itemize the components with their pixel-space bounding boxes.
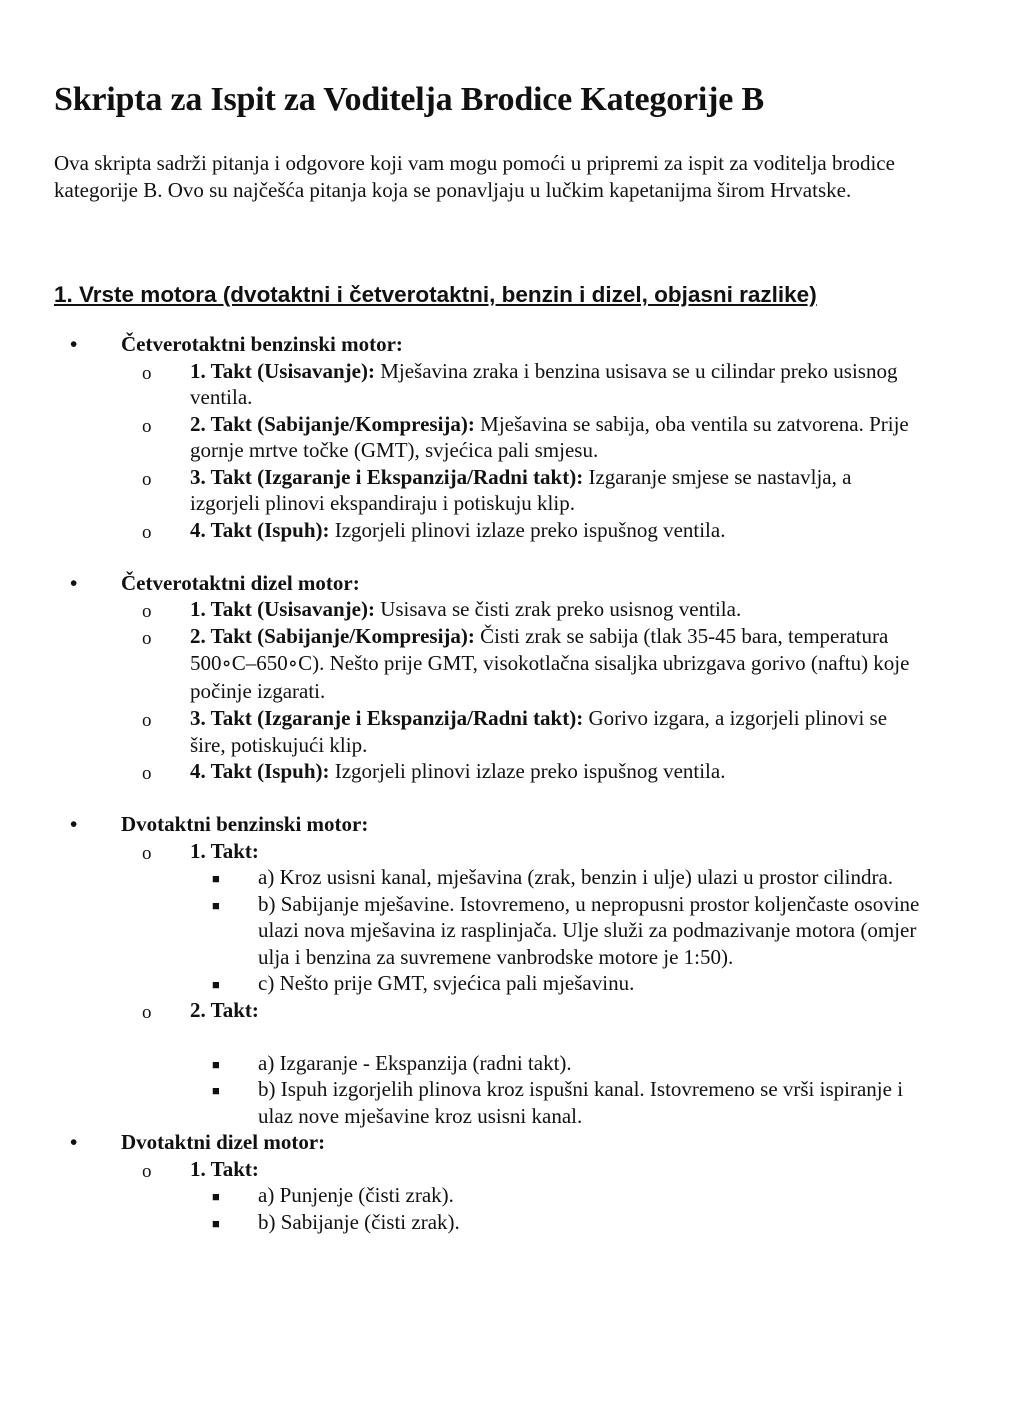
stroke-item: [54, 758, 925, 785]
motor-title-text: Četverotaktni benzinski motor:: [121, 332, 403, 356]
circle-bullet-icon: o: [142, 468, 152, 490]
circle-bullet-icon: o: [142, 601, 152, 622]
sub-item-text: a) Izgaranje - Ekspanzija (radni takt).: [258, 1050, 572, 1075]
sub-item-text: a) Kroz usisni kanal, mješavina (zrak, benzin i ulje) ulazi u prostor cilindra.: [258, 865, 894, 889]
sub-item-text: a) Punjenje (čisti zrak).: [258, 1183, 454, 1207]
stroke-label: 1. Takt:: [190, 1156, 259, 1181]
stroke-text: Izgorjeli plinovi izlaze preko ispušnog ventila.: [329, 759, 726, 783]
square-bullet-icon: ■: [212, 897, 220, 913]
motor-section: [54, 331, 954, 543]
bullet-icon: •: [70, 332, 78, 356]
sub-item: [54, 1050, 923, 1077]
stroke-text: Čisti zrak se sabija (tlak 35-45 bara, temperatura 500∘C–650∘C). Nešto prije GMT, visokotlačna sisaljka ubrizgava gorivo (naftu) koje počinje izgarati.: [190, 623, 910, 703]
stroke-text: Gorivo izgara, a izgorjeli plinovi se šire, potiskujući klip.: [190, 706, 888, 757]
motor-title-text: Dvotaktni benzinski motor:: [121, 812, 369, 836]
sub-item: [54, 970, 923, 997]
motor-title: [54, 1129, 954, 1156]
square-bullet-icon: ■: [212, 1083, 220, 1098]
sub-item: [54, 891, 923, 971]
sub-item-text: b) Sabijanje (čisti zrak).: [258, 1209, 460, 1234]
bullet-icon: •: [70, 812, 78, 836]
sub-item: [54, 1182, 923, 1209]
motor-section: [54, 570, 954, 785]
stroke-label: 1. Takt (Usisavanje):: [190, 358, 375, 383]
stroke-item: [54, 997, 925, 1024]
sub-item: [54, 1076, 923, 1129]
spacer: [54, 543, 954, 570]
motor-title: [54, 811, 954, 838]
stroke-label: 4. Takt (Ispuh):: [190, 759, 330, 783]
motor-section: [54, 1129, 954, 1235]
circle-bullet-icon: o: [142, 362, 152, 384]
square-bullet-icon: ■: [212, 1215, 220, 1231]
stroke-label: 1. Takt (Usisavanje):: [190, 597, 375, 621]
motor-list: [54, 331, 954, 1235]
stroke-item: [54, 705, 925, 758]
sub-item-text: b) Sabijanje mješavine. Istovremeno, u nepropusni prostor koljenčaste osovine ulazi nova mješavina iz rasplinjača. Ulje služi za podmazivanje motora (omjer ulja i benzina za suvremene vanbrodske motore je 1:50).: [258, 891, 920, 969]
stroke-item: [54, 623, 925, 706]
sub-item-text: b) Ispuh izgorjelih plinova kroz ispušni kanal. Istovremeno se vrši ispiranje i ulaz nove mješavine kroz usisni kanal.: [258, 1077, 904, 1128]
square-bullet-icon: ■: [212, 1189, 220, 1204]
stroke-item: [54, 1156, 925, 1183]
square-bullet-icon: ■: [212, 977, 220, 992]
square-bullet-icon: ■: [212, 1056, 220, 1072]
bullet-icon: •: [70, 1130, 78, 1154]
motor-section: [54, 811, 954, 1129]
circle-bullet-icon: o: [142, 627, 152, 649]
stroke-label: 3. Takt (Izgaranje i Ekspanzija/Radni takt):: [190, 464, 584, 489]
stroke-label: 2. Takt:: [190, 997, 259, 1022]
stroke-text: Izgorjeli plinovi izlaze preko ispušnog ventila.: [329, 517, 726, 542]
circle-bullet-icon: o: [142, 1160, 152, 1182]
circle-bullet-icon: o: [142, 842, 152, 864]
circle-bullet-icon: o: [142, 1001, 152, 1023]
stroke-text: Izgaranje smjese se nastavlja, a izgorjeli plinovi ekspandiraju i potiskuju klip.: [190, 464, 852, 515]
stroke-item: [54, 411, 925, 464]
stroke-item: [54, 838, 925, 865]
square-bullet-icon: ■: [212, 871, 220, 886]
stroke-label: 2. Takt (Sabijanje/Kompresija):: [190, 623, 475, 648]
document-title: Skripta za Ispit za Voditelja Brodice Kategorije B: [54, 81, 764, 118]
circle-bullet-icon: o: [142, 415, 152, 437]
intro-paragraph: Ova skripta sadrži pitanja i odgovore koji vam mogu pomoći u pripremi za ispit za voditelja brodice kategorije B. Ovo su najčešća pitanja koja se ponavljaju u lučkim kapetanijma širom Hrvatske.: [54, 151, 895, 202]
circle-bullet-icon: o: [142, 521, 152, 543]
stroke-item: [54, 596, 925, 623]
stroke-text: Mješavina se sabija, oba ventila su zatvorena. Prije gornje mrtve točke (GMT), svjećica pali smjesu.: [190, 411, 909, 462]
stroke-label: 4. Takt (Ispuh):: [190, 517, 330, 542]
sub-item: [54, 864, 923, 891]
stroke-text: Usisava se čisti zrak preko usisnog ventila.: [374, 597, 742, 621]
stroke-item: [54, 517, 925, 544]
circle-bullet-icon: o: [142, 710, 152, 731]
sub-item: [54, 1209, 923, 1236]
stroke-label: 1. Takt:: [190, 838, 259, 863]
stroke-label: 2. Takt (Sabijanje/Kompresija):: [190, 411, 475, 436]
motor-title-text: Četverotaktni dizel motor:: [121, 570, 360, 595]
spacer: [54, 1023, 954, 1050]
circle-bullet-icon: o: [142, 763, 152, 784]
motor-title-text: Dvotaktni dizel motor:: [121, 1130, 326, 1154]
motor-title: [54, 331, 954, 358]
sub-item-text: c) Nešto prije GMT, svjećica pali mješavinu.: [258, 971, 635, 995]
bullet-icon: •: [70, 570, 78, 595]
motor-title: [54, 570, 954, 597]
stroke-item: [54, 358, 925, 411]
stroke-text: Mješavina zraka i benzina usisava se u cilindar preko usisnog ventila.: [190, 358, 898, 409]
stroke-label: 3. Takt (Izgaranje i Ekspanzija/Radni takt):: [190, 706, 584, 730]
section-heading: 1. Vrste motora (dvotaktni i četverotaktni, benzin i dizel, objasni razlike): [54, 282, 817, 307]
spacer: [54, 785, 954, 812]
stroke-item: [54, 464, 925, 517]
